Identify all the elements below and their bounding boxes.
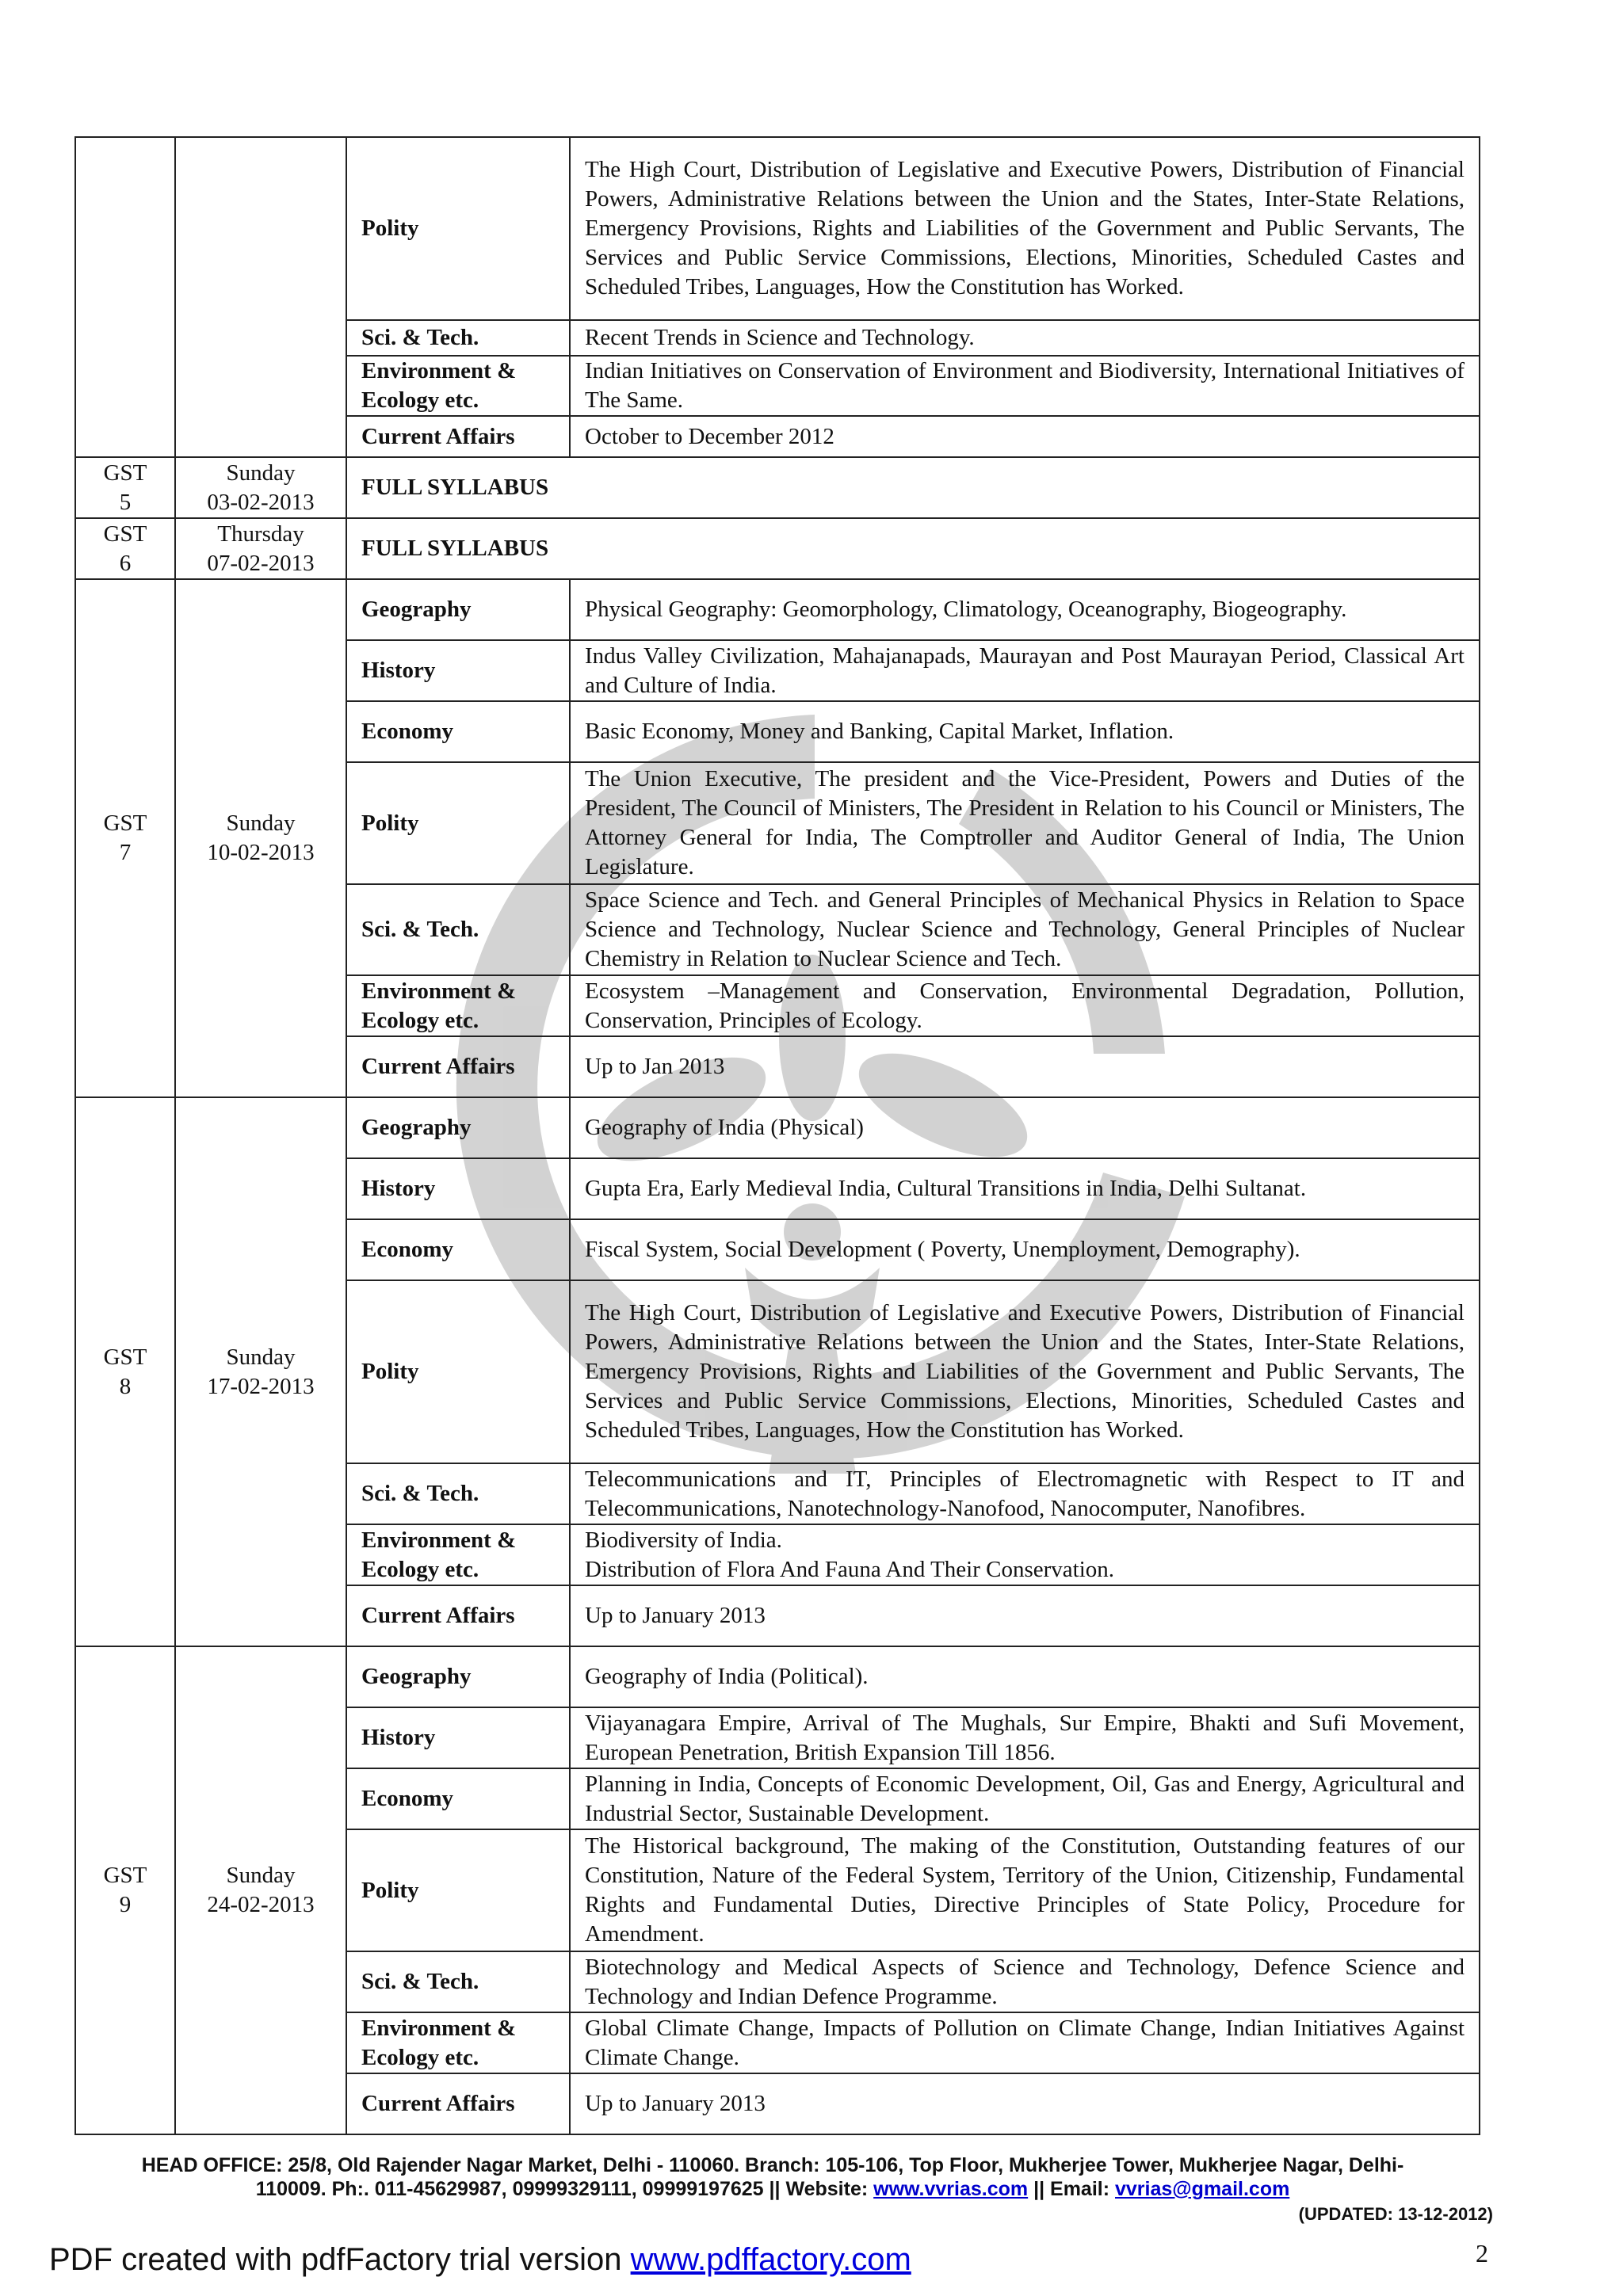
schedule-table (74, 136, 1480, 2135)
topics-cell: Geography of India (Political). (570, 1646, 1480, 1707)
date-cell: Sunday 24-02-2013 (175, 1646, 346, 2134)
gst-cell-empty (75, 137, 175, 457)
table-row (75, 137, 1480, 320)
topics-cell: Geography of India (Physical) (570, 1097, 1480, 1158)
subject-cell: Environment & Ecology etc. (346, 2012, 570, 2073)
topics-cell: Physical Geography: Geomorphology, Climatology, Oceanography, Biogeography. (570, 579, 1480, 640)
subject-cell: Polity (346, 137, 570, 320)
topics-cell: Biodiversity of India. Distribution of Flora And Fauna And Their Conservation. (570, 1524, 1480, 1585)
subject-cell: Sci. & Tech. (346, 1951, 570, 2012)
topics-cell: The Union Executive, The president and the Vice-President, Powers and Duties of the President, The Council of Ministers, The President in Relation to his Council or Ministers, The Attorney General for India, The Comptroller and Auditor General of India, The Union Legislature. (570, 762, 1480, 884)
topics-cell: Up to Jan 2013 (570, 1036, 1480, 1097)
subject-cell: Environment & Ecology etc. (346, 1524, 570, 1585)
date-cell: Sunday 03-02-2013 (175, 457, 346, 518)
topics-cell: Vijayanagara Empire, Arrival of The Mughals, Sur Empire, Bhakti and Sufi Movement, European Penetration, British Expansion Till 1856. (570, 1707, 1480, 1768)
subject-cell: Sci. & Tech. (346, 1463, 570, 1524)
subject-cell: Geography (346, 1097, 570, 1158)
subject-cell: Economy (346, 701, 570, 762)
gst-number-cell: GST 6 (75, 518, 175, 579)
page-number: 2 (1476, 2239, 1488, 2267)
subject-cell: Current Affairs (346, 2073, 570, 2134)
gst-number-cell: GST 5 (75, 457, 175, 518)
subject-cell: Current Affairs (346, 1585, 570, 1646)
topics-cell: The High Court, Distribution of Legislative and Executive Powers, Distribution of Financial Powers, Administrative Relations between the Union and the States, Inter-State Relations, Emergency Provisions, Rights and Liabilities of the Government and Public Servants, The Services and Public Service Commissions, Elections, Minorities, Scheduled Castes and Scheduled Tribes, Languages, How the Constitution has Worked. (570, 1280, 1480, 1463)
subject-cell: Environment & Ecology etc. (346, 356, 570, 416)
table-row (75, 1646, 1480, 1707)
table-row (75, 457, 1480, 518)
topics-cell: Telecommunications and IT, Principles of Electromagnetic with Respect to IT and Telecommunications, Nanotechnology-Nanofood, Nanocomputer, Nanofibres. (570, 1463, 1480, 1524)
table-row (75, 579, 1480, 640)
subject-cell: Polity (346, 1829, 570, 1951)
date-cell: Sunday 17-02-2013 (175, 1097, 346, 1646)
gst-number-cell: GST 8 (75, 1097, 175, 1646)
email-link[interactable]: vvrias@gmail.com (1115, 2178, 1290, 2200)
footer-line-2: 110009. Ph:. 011-45629987, 09999329111, 09999197625 || Website: www.vvrias.com || Email: vvrias@gmail.com (255, 2178, 1290, 2200)
topics-cell: Recent Trends in Science and Technology. (570, 320, 1480, 356)
updated-note: (UPDATED: 13-12-2012) (1298, 2204, 1493, 2224)
topics-cell: Biotechnology and Medical Aspects of Science and Technology, Defence Science and Technology and Indian Defence Programme. (570, 1951, 1480, 2012)
topics-cell: Up to January 2013 (570, 1585, 1480, 1646)
gst-number-cell: GST 9 (75, 1646, 175, 2134)
subject-cell: History (346, 640, 570, 701)
subject-cell: Economy (346, 1219, 570, 1280)
topics-cell: Up to January 2013 (570, 2073, 1480, 2134)
subject-cell: Economy (346, 1768, 570, 1829)
topics-cell: Space Science and Tech. and General Principles of Mechanical Physics in Relation to Space Science and Technology, Nuclear Science and Technology, General Principles of Nuclear Chemistry in Relation to Nuclear Science and Tech. (570, 884, 1480, 975)
subject-cell: Geography (346, 1646, 570, 1707)
subject-cell: Sci. & Tech. (346, 320, 570, 356)
topics-cell: Planning in India, Concepts of Economic Development, Oil, Gas and Energy, Agricultural and Industrial Sector, Sustainable Development. (570, 1768, 1480, 1829)
topics-cell: Indian Initiatives on Conservation of Environment and Biodiversity, International Initiatives of The Same. (570, 356, 1480, 416)
subject-cell: Polity (346, 1280, 570, 1463)
date-cell: Sunday 10-02-2013 (175, 579, 346, 1097)
table-row (75, 518, 1480, 579)
subject-cell: Geography (346, 579, 570, 640)
full-syllabus-cell: FULL SYLLABUS (346, 457, 1480, 518)
pdffactory-link[interactable]: www.pdffactory.com (630, 2242, 911, 2277)
subject-cell: Current Affairs (346, 1036, 570, 1097)
date-cell: Thursday 07-02-2013 (175, 518, 346, 579)
footer-line-1: HEAD OFFICE: 25/8, Old Rajender Nagar Market, Delhi - 110060. Branch: 105-106, Top Floor, Mukherjee Tower, Mukherjee Nagar, Delhi- (141, 2154, 1404, 2176)
subject-cell: History (346, 1707, 570, 1768)
topics-cell: The High Court, Distribution of Legislative and Executive Powers, Distribution of Financial Powers, Administrative Relations between the Union and the States, Inter-State Relations, Emergency Provisions, Rights and Liabilities of the Government and Public Servants, The Services and Public Service Commissions, Elections, Minorities, Scheduled Castes and Scheduled Tribes, Languages, How the Constitution has Worked. (570, 137, 1480, 320)
full-syllabus-cell: FULL SYLLABUS (346, 518, 1480, 579)
subject-cell: Polity (346, 762, 570, 884)
gst-number-cell: GST 7 (75, 579, 175, 1097)
topics-cell: Basic Economy, Money and Banking, Capital Market, Inflation. (570, 701, 1480, 762)
subject-cell: History (346, 1158, 570, 1219)
subject-cell: Environment & Ecology etc. (346, 975, 570, 1036)
topics-cell: Global Climate Change, Impacts of Pollution on Climate Change, Indian Initiatives Against Climate Change. (570, 2012, 1480, 2073)
table-row (75, 1097, 1480, 1158)
website-link[interactable]: www.vvrias.com (873, 2178, 1029, 2200)
topics-cell: Indus Valley Civilization, Mahajanapads, Maurayan and Post Maurayan Period, Classical Art and Culture of India. (570, 640, 1480, 701)
topics-cell: Fiscal System, Social Development ( Poverty, Unemployment, Demography). (570, 1219, 1480, 1280)
subject-cell: Sci. & Tech. (346, 884, 570, 975)
date-cell-empty (175, 137, 346, 457)
topics-cell: The Historical background, The making of the Constitution, Outstanding features of our Constitution, Nature of the Federal System, Territory of the Union, Citizenship, Fundamental Rights and Fundamental Duties, Directive Principles of State Policy, Procedure for Amendment. (570, 1829, 1480, 1951)
pdf-creator-bar: PDF created with pdfFactory trial version www.pdffactory.com (49, 2242, 911, 2277)
topics-cell: October to December 2012 (570, 416, 1480, 457)
footer-address (48, 2153, 1498, 2201)
topics-cell: Ecosystem –Management and Conservation, Environmental Degradation, Pollution, Conservation, Principles of Ecology. (570, 975, 1480, 1036)
topics-cell: Gupta Era, Early Medieval India, Cultural Transitions in India, Delhi Sultanat. (570, 1158, 1480, 1219)
subject-cell: Current Affairs (346, 416, 570, 457)
